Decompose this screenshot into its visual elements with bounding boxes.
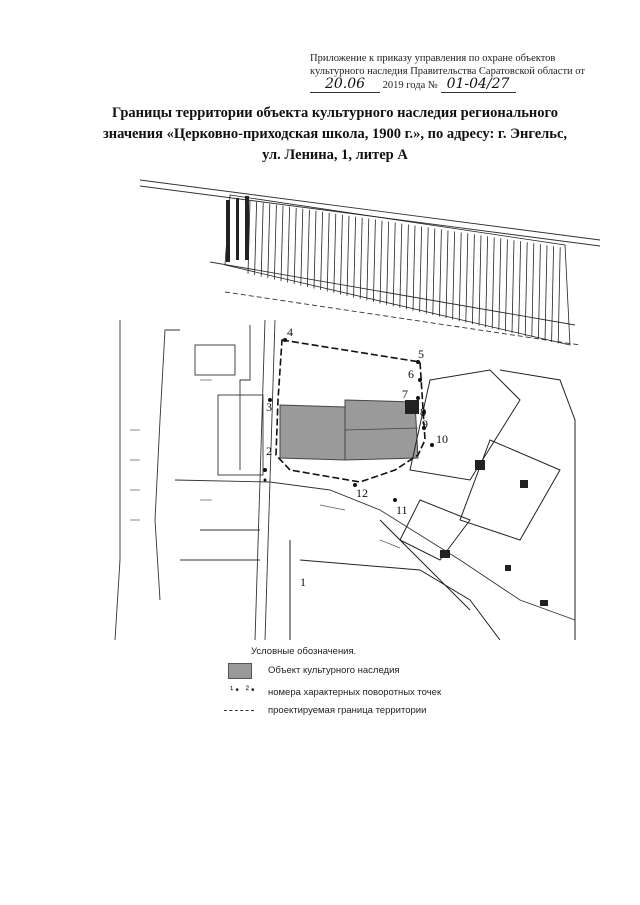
heritage-object <box>280 405 345 460</box>
hatch-line <box>426 228 428 314</box>
annex-year: 2019 года № <box>382 80 438 91</box>
hatch-line <box>538 244 540 339</box>
point-label-11: 11 <box>396 503 408 517</box>
hatch-line <box>532 243 534 337</box>
hatch-line <box>545 245 547 340</box>
hatch-line <box>301 209 303 286</box>
point-label-3: 3 <box>266 400 272 414</box>
terrace-hatching <box>225 195 570 345</box>
point-label-10: 10 <box>436 432 448 446</box>
annex-line-1: Приложение к приказу управления по охране объектов <box>310 53 556 64</box>
hatch-line <box>294 208 296 284</box>
hatch-line <box>492 237 494 328</box>
hatch-line <box>354 217 356 298</box>
legend-title: Условные обозначения. <box>251 646 357 657</box>
point-label-4: 4 <box>287 325 293 339</box>
hatch-line <box>340 215 342 295</box>
hatch-line <box>334 214 336 293</box>
point-label-8: 8 <box>420 405 426 419</box>
hatch-line <box>367 219 369 301</box>
hatch-line <box>360 218 362 299</box>
hatch-line <box>288 207 290 283</box>
point-label-6: 6 <box>408 367 414 381</box>
hatch-line <box>499 238 501 330</box>
title-line-1: Границы территории объекта культурного наследия регионального <box>112 105 558 121</box>
hatch-line <box>413 226 415 311</box>
annex-date: 20.06 <box>324 76 366 92</box>
title-line-3: ул. Ленина, 1, литер А <box>262 147 408 163</box>
point-label-7: 7 <box>402 387 408 401</box>
hatch-line <box>519 241 521 334</box>
hatch-line <box>261 203 263 277</box>
hatch-line <box>479 235 481 325</box>
hatch-line <box>466 233 468 322</box>
hatch-line <box>307 210 309 287</box>
point-label-5: 5 <box>418 347 424 361</box>
hatch-line <box>327 213 329 292</box>
hatch-line <box>558 247 560 343</box>
point-marker-icon: ¹• ²• <box>230 685 257 696</box>
hatch-line <box>347 216 349 296</box>
hatch-line <box>268 204 270 278</box>
hatch-line <box>314 211 316 289</box>
title-line-2: значения «Церковно-приходская школа, 1900 г.», по адресу: г. Энгельс, <box>102 126 568 142</box>
hatch-line <box>281 206 283 281</box>
hatch-line <box>321 212 323 290</box>
hatch-line <box>552 246 554 342</box>
point-label-12: 12 <box>356 486 368 500</box>
hatch-line <box>486 236 488 327</box>
hatch-line <box>433 229 435 316</box>
hatch-line <box>459 232 461 321</box>
hatch-line <box>255 202 257 275</box>
hatch-line <box>274 205 276 280</box>
hatch-line <box>525 242 527 336</box>
hatch-line <box>505 239 507 331</box>
annex-number: 01-04/27 <box>446 76 510 92</box>
hatch-line <box>472 234 474 324</box>
point-label-1: 1 <box>300 575 306 589</box>
hatch-line <box>373 220 375 302</box>
legend-label-boundary: проектируемая граница территории <box>268 705 427 716</box>
hatch-line <box>439 229 441 316</box>
point-label-9: 9 <box>422 417 428 431</box>
heritage-swatch-icon <box>228 663 252 679</box>
annex-line-2: культурного наследия Правительства Саратовской области от <box>310 66 585 77</box>
hatch-line <box>380 221 382 304</box>
legend-label-heritage: Объект культурного наследия <box>268 665 400 676</box>
hatch-line <box>420 227 422 313</box>
hatch-line <box>512 240 514 333</box>
point-label-2: 2 <box>266 444 272 458</box>
hatch-line <box>453 231 455 319</box>
legend-label-points: номера характерных поворотных точек <box>268 687 442 698</box>
hatch-line <box>446 230 448 318</box>
dashed-line-icon <box>224 710 254 711</box>
